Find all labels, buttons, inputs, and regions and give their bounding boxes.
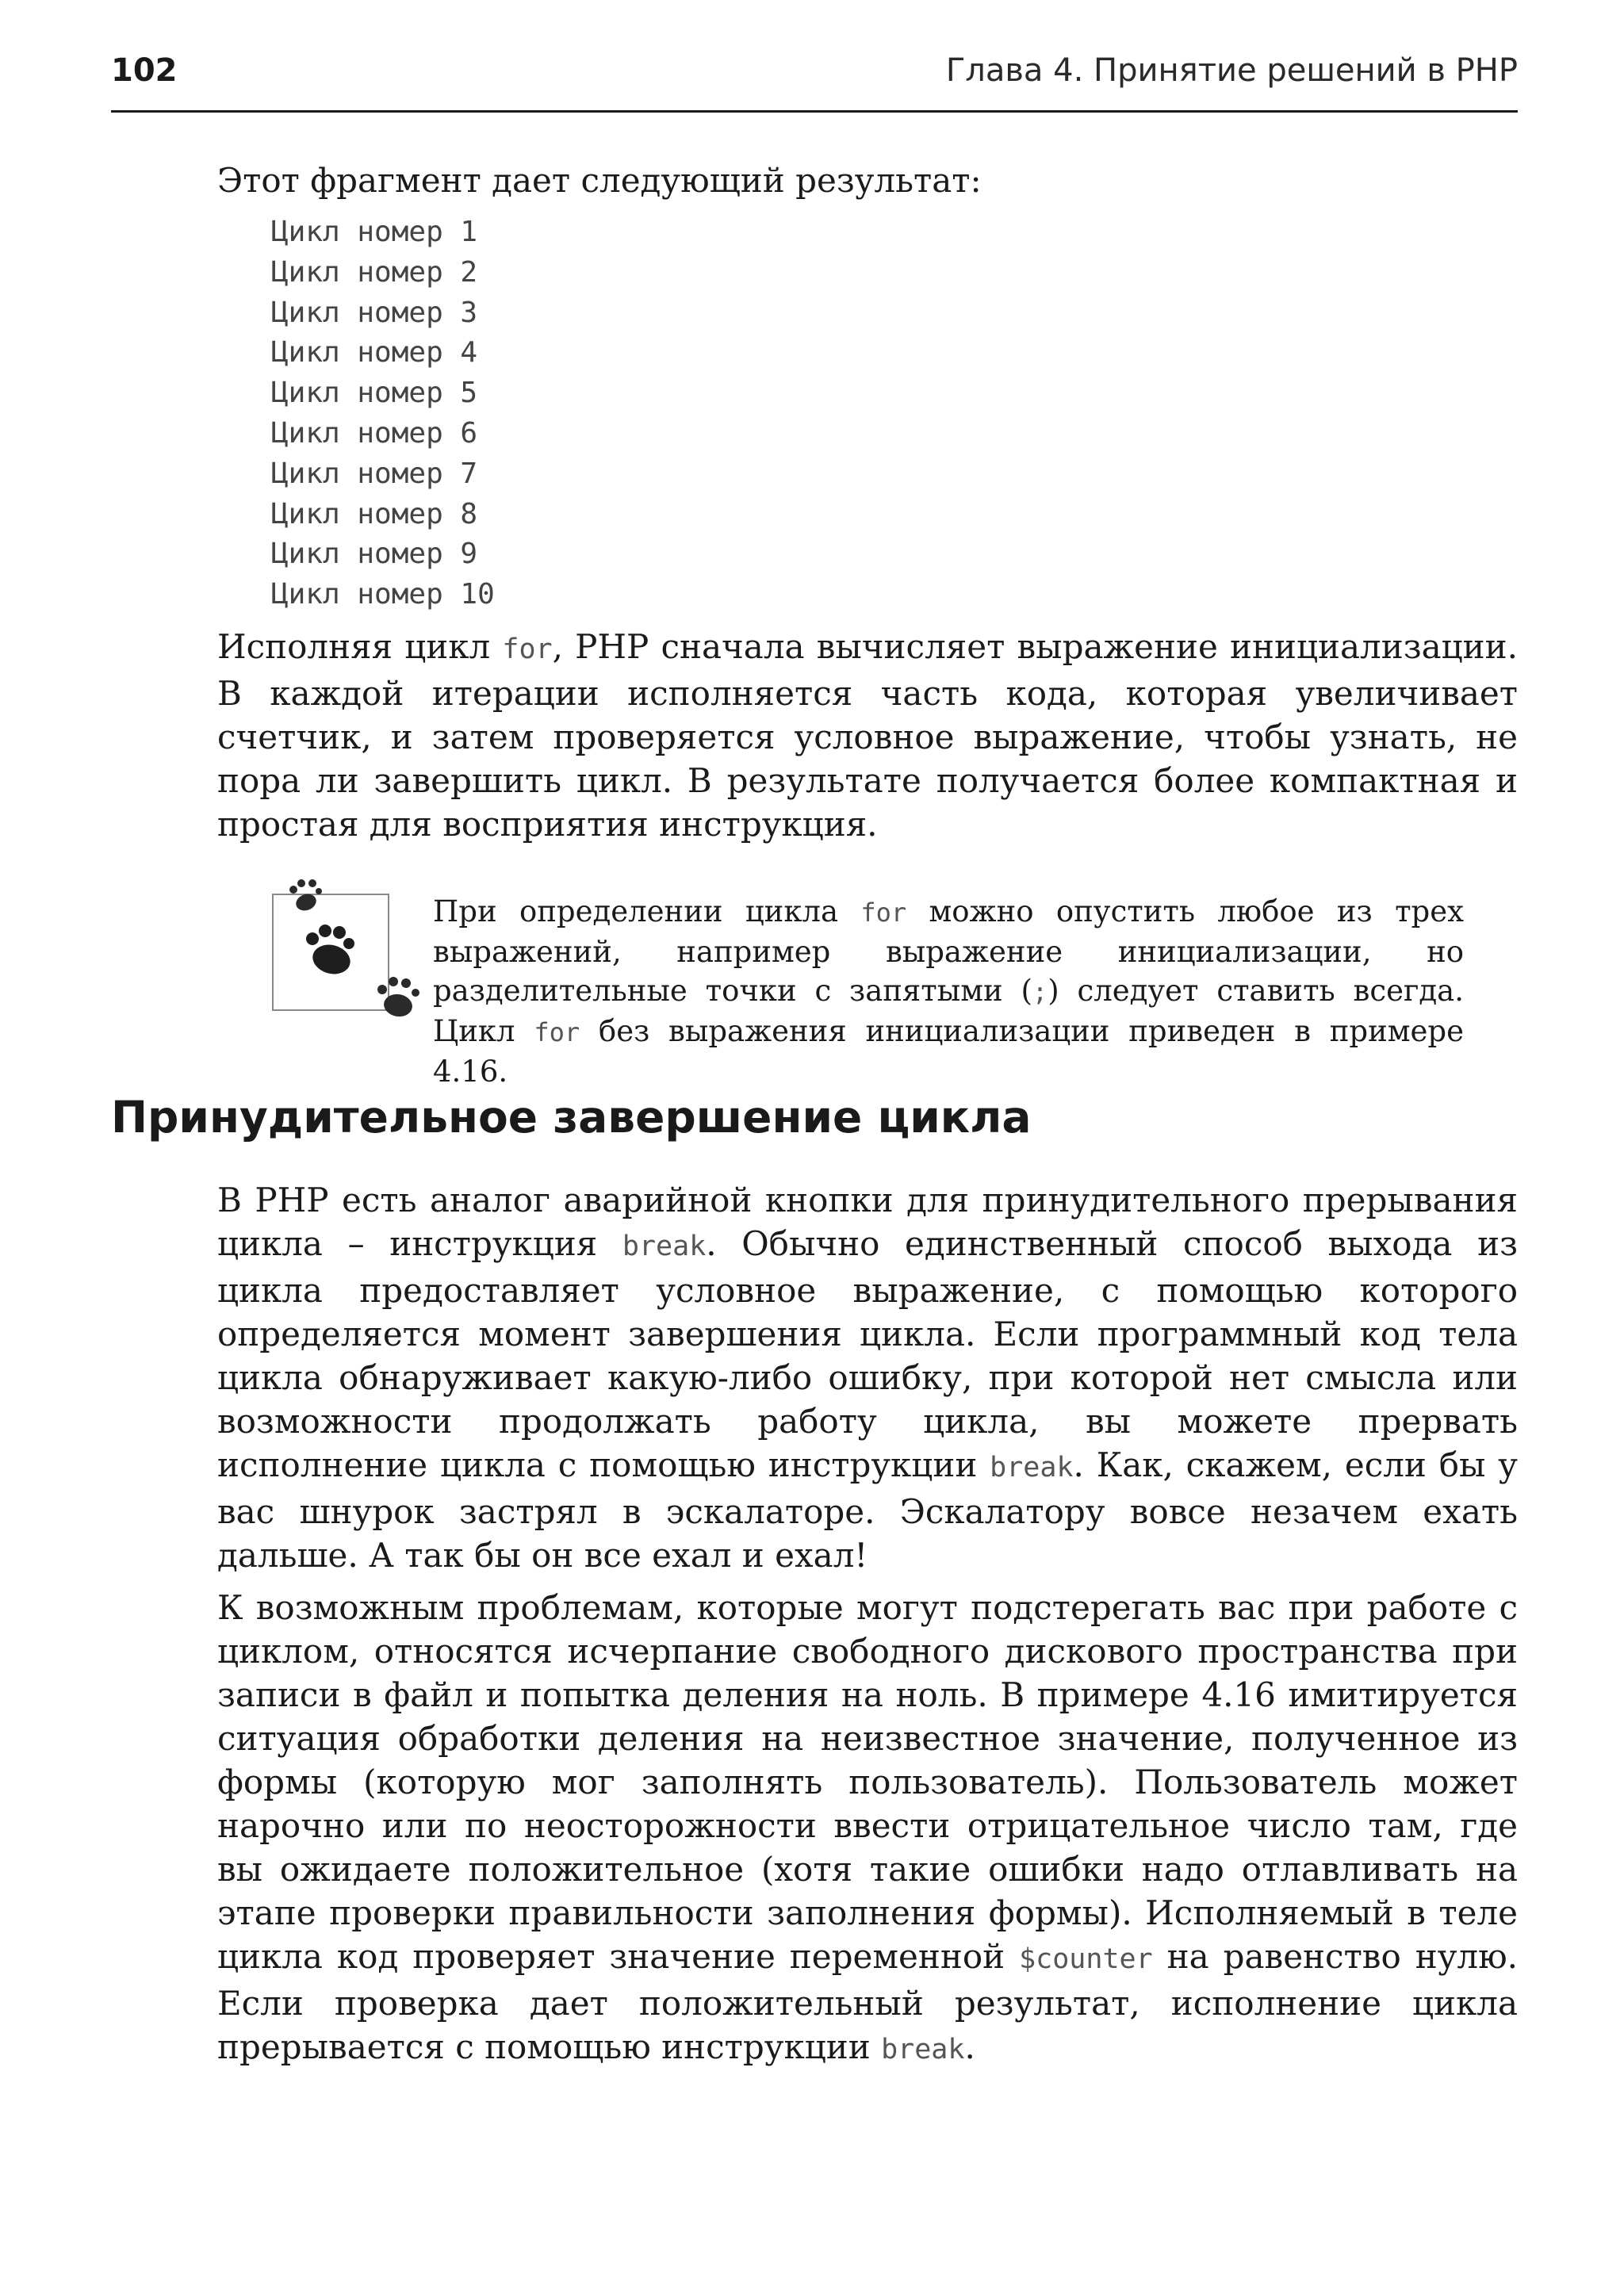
page-header: [111, 44, 1518, 113]
text-run: .: [964, 2027, 975, 2066]
code-output-line: Цикл номер 2: [271, 255, 478, 289]
code-output-line: Цикл номер 9: [271, 538, 478, 571]
code-output-line: Цикл номер 1: [271, 216, 478, 248]
code-output-line: Цикл номер 6: [271, 416, 478, 450]
inline-code: break: [990, 1452, 1074, 1483]
running-title: Глава 4. Принятие решений в PHP: [945, 52, 1518, 89]
code-output-block: [271, 212, 495, 615]
text-run: . Обычно единственный способ выхода из цикла предоставляет условное выражение, с помощью которого определяется момент завершения цикла. Если программный код тела цикла обнаруживает какую-либо ошибку, при которой нет смысла или возможности продолжать работу цикла, вы можете прервать исполнение цикла с помощью инструкции: [217, 1224, 1518, 1484]
inline-code: break: [881, 2034, 965, 2065]
code-output-line: Цикл номер 3: [271, 296, 478, 329]
text-run: Исполняя цикл: [217, 627, 503, 666]
code-output-line: Цикл номер 7: [271, 457, 478, 490]
intro-text: Этот фрагмент дает следующий результат:: [217, 161, 982, 200]
text-run: К возможным проблемам, которые могут подстерегать вас при работе с циклом, относятся исчерпание свободного дискового пространства при записи в файл и попытка деления на ноль. В примере 4.16 имитируется ситуация обработки деления на неизвестное значение, полученное из формы (которую мог заполнять пользователь). Пользователь может нарочно или по неосторожности ввести отрицательное число там, где вы ожидаете положительное (хотя такие ошибки надо отлавливать на этапе проверки правильности заполнения формы). Исполняемый в теле цикла код проверяет значение переменной: [217, 1588, 1518, 1976]
text-run: . Как, скажем, если бы у вас шнурок застрял в эскалаторе. Эскалатору вовсе незачем ехать дальше. А так бы он все ехал и ехал!: [217, 1445, 1518, 1575]
text-run: , PHP сначала вычисляет выражение инициализации. В каждой итерации исполняется часть кода, которая увеличивает счетчик, и затем проверяется условное выражение, чтобы узнать, не пора ли завершить цикл. В результате получается более компактная и простая для восприятия инструкция.: [217, 627, 1519, 844]
text-run: В PHP есть аналог аварийной кнопки для принудительного прерывания цикла – инструкция: [217, 1181, 1518, 1263]
code-output-line: Цикл номер 4: [271, 336, 478, 369]
text-run: на равенство нулю. Если проверка дает положительный результат, исполнение цикла прерывается с помощью инструкции: [217, 1937, 1518, 2066]
text-run: можно опустить любое из трех выражений, например выражение инициализации, но разделительные точки с запятыми (: [433, 894, 1464, 1008]
inline-code: for: [534, 1017, 580, 1047]
paragraph-for-loop: [217, 625, 1518, 846]
paragraph-break-example: [217, 1586, 1518, 2072]
section-title: Принудительное завершение цикла: [111, 1092, 1032, 1143]
text-run: ) следует ставить всегда. Цикл: [433, 974, 1464, 1048]
tip-note: [433, 892, 1464, 1091]
text-run: При определении цикла: [433, 894, 861, 928]
inline-code: break: [622, 1231, 707, 1262]
inline-code: for: [860, 898, 907, 928]
text-run: без выражения инициализации приведен в примере 4.16.: [433, 1014, 1464, 1089]
code-output-line: Цикл номер 10: [271, 578, 495, 611]
inline-code: ;: [1032, 977, 1048, 1007]
inline-code: for: [502, 634, 553, 665]
paragraph-break-intro: [217, 1178, 1518, 1577]
paw-prints-tip-icon: [271, 864, 430, 1031]
page-number: 102: [111, 52, 178, 89]
code-output-line: Цикл номер 5: [271, 377, 478, 410]
code-output-line: Цикл номер 8: [271, 497, 478, 530]
inline-code: $counter: [1019, 1943, 1153, 1975]
